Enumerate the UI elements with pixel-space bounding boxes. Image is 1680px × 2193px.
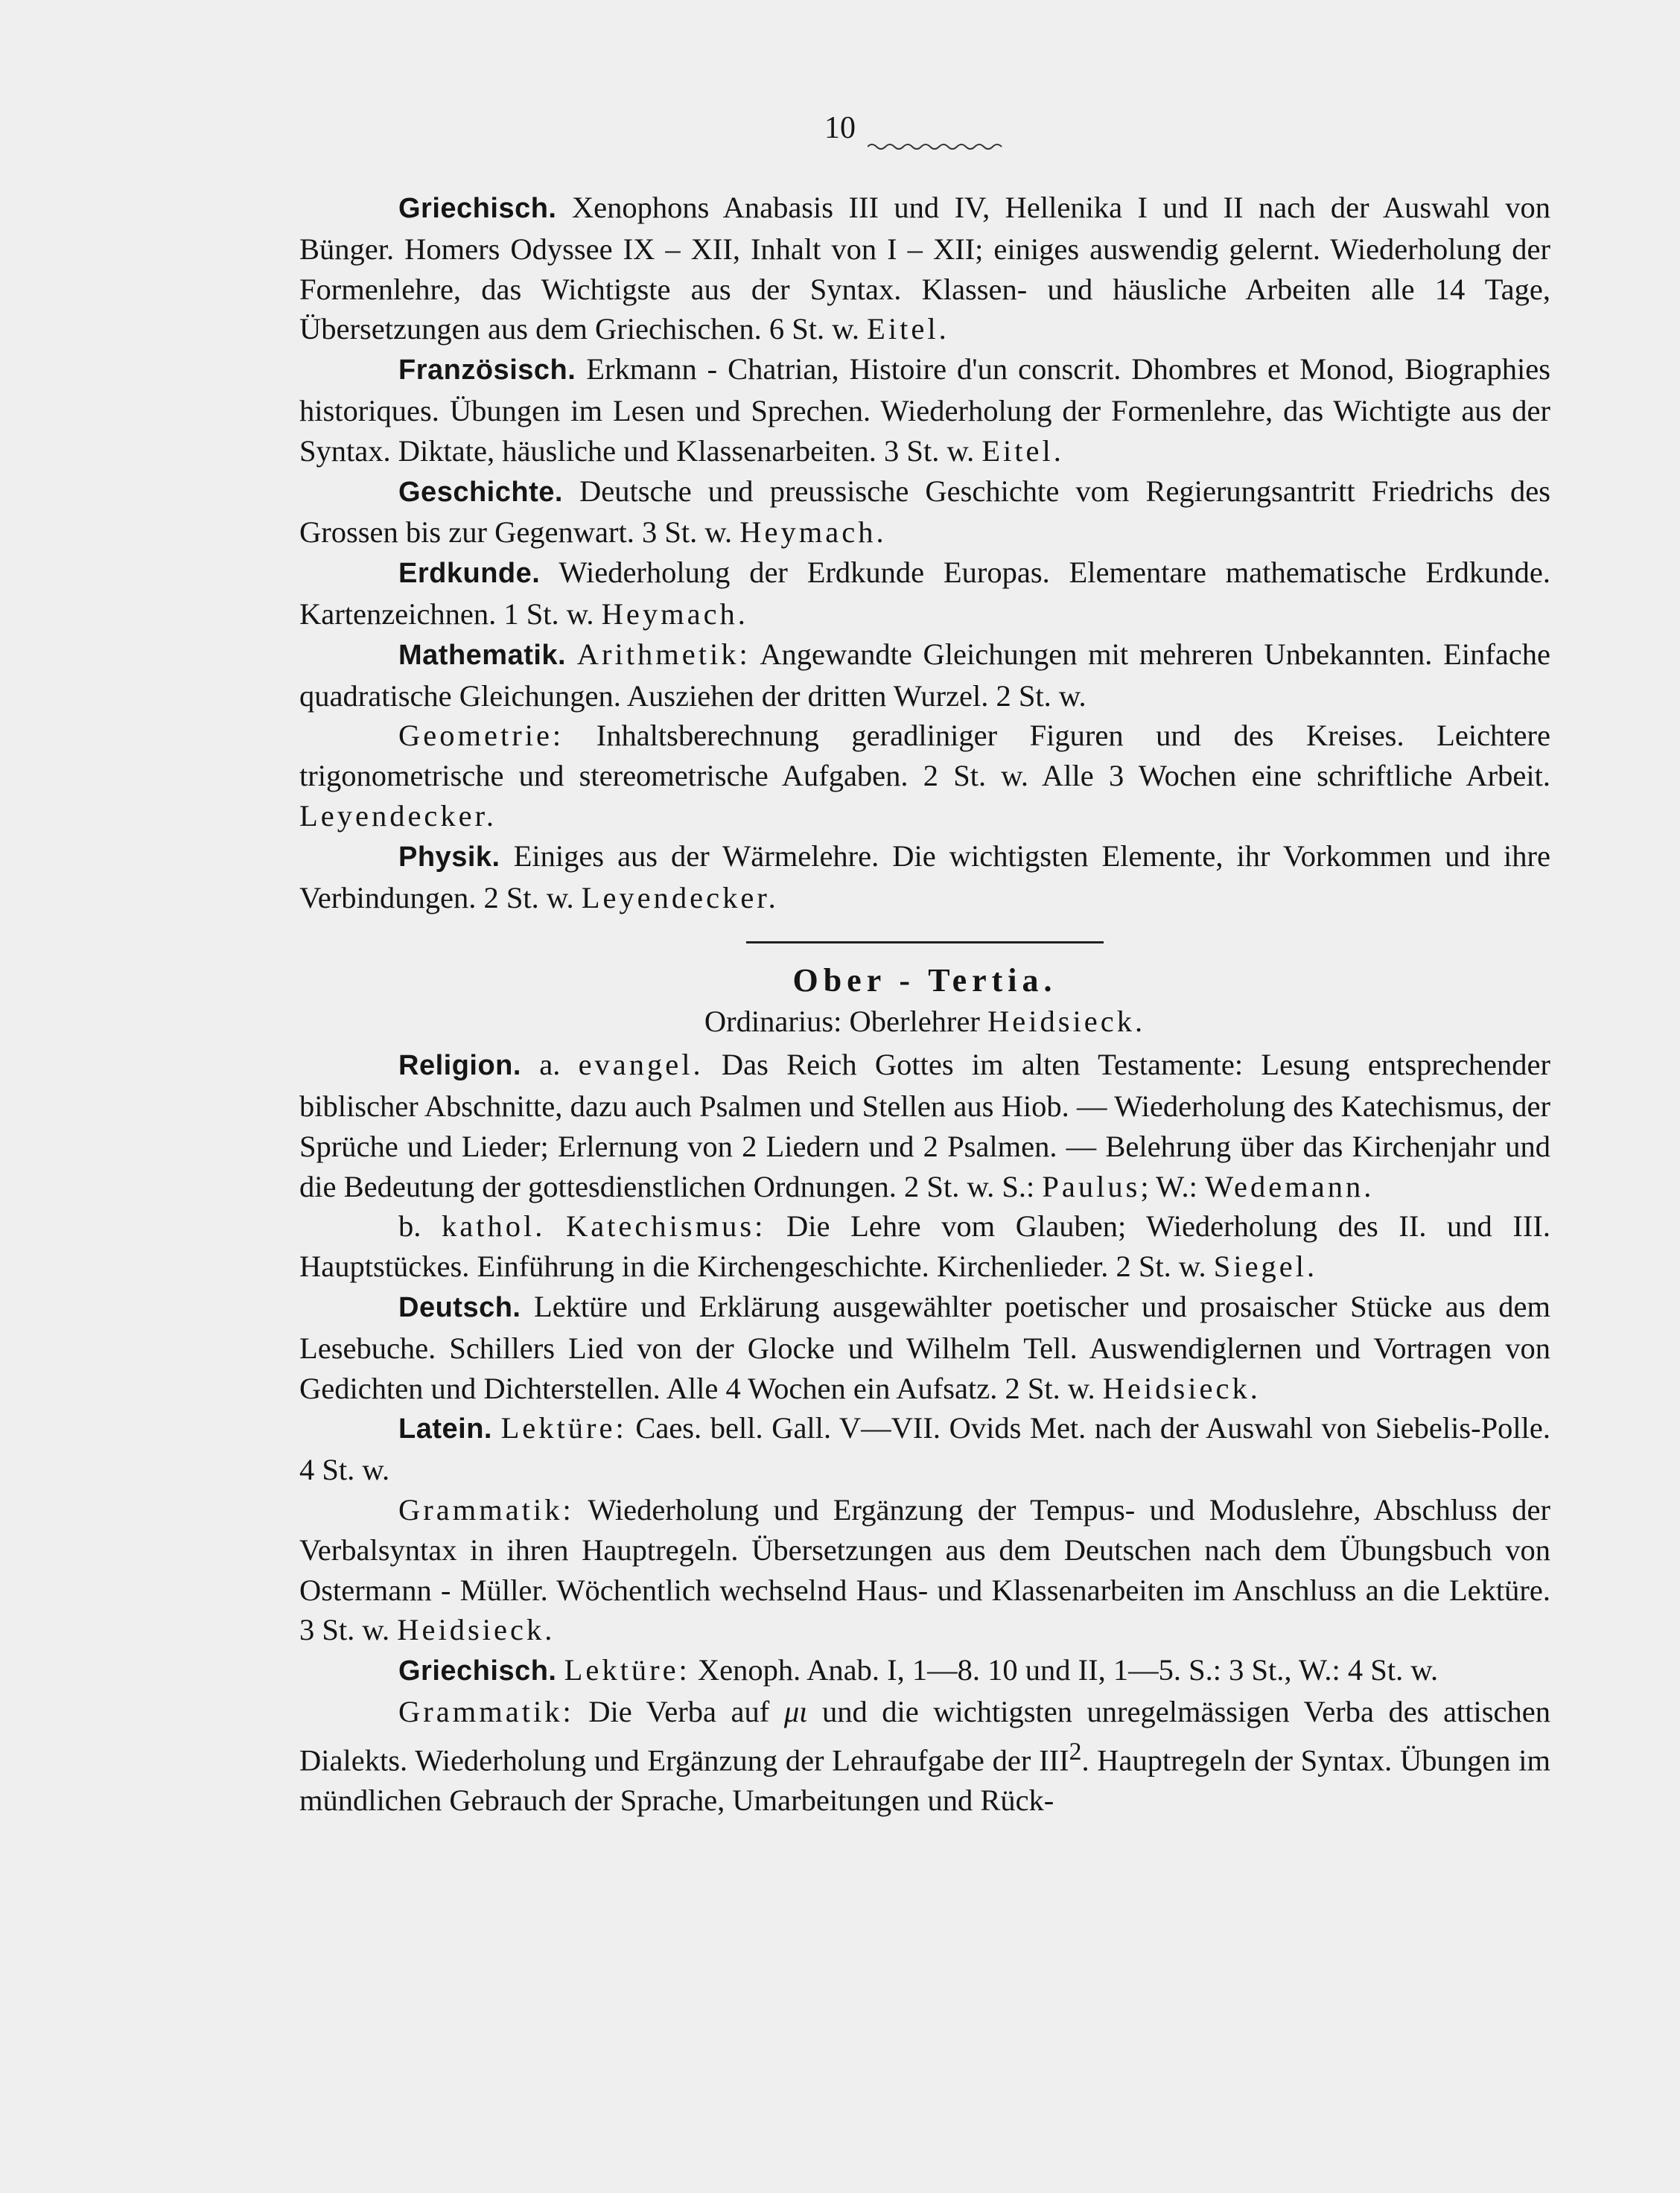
paragraph-mathematik <box>299 634 1550 716</box>
paragraph-deutsch <box>299 1287 1550 1408</box>
paragraph-geometrie <box>299 716 1550 835</box>
teacher-name: Wedemann. <box>1205 1169 1375 1203</box>
paragraph-text: Wiederholung der Erdkunde Europas. Elementare mathematische Erdkunde. Kartenzeichnen. 1 St. w. <box>299 556 1550 631</box>
teacher-name: Heidsieck. <box>397 1613 556 1647</box>
teacher-name: Siegel. <box>1213 1250 1318 1284</box>
section-title: Ober - Tertia. <box>792 962 1057 999</box>
ordinarius-name: Heidsieck. <box>987 1005 1146 1039</box>
paragraph-text: Deutsche und preussische Geschichte vom Regierungsantritt Friedrichs des Grossen bis zur Gegenwart. 3 St. w. <box>299 474 1550 550</box>
section-ordinarius <box>299 1002 1550 1042</box>
paragraph-text: Lektüre und Erklärung ausgewählter poetischer und prosaischer Stücke aus dem Lesebuche. Schillers Lied von der Glocke und Wilhelm Tell. Auswendiglernen und Vortragen von Gedichten und Dichterstellen. Alle 4 Wochen ein Aufsatz. 2 St. w. <box>299 1289 1550 1405</box>
subject-heading: Geschichte. <box>398 476 563 508</box>
topic-label: Katechismus: <box>565 1209 766 1244</box>
subject-heading: Französisch. <box>398 354 576 386</box>
topic-label: Lektüre: <box>564 1653 690 1687</box>
paragraph-text: Einiges aus der Wärmelehre. Die wichtigsten Elemente, ihr Vorkommen und ihre Verbindungen. 2 St. w. <box>299 838 1550 914</box>
paragraph-text: Angewandte Gleichungen mit mehreren Unbekannten. Einfache quadratische Gleichungen. Ausziehen der dritten Wurzel. 2 St. w. <box>299 637 1550 713</box>
teacher-name: Eitel. <box>867 312 949 346</box>
paragraph-text: Inhaltsberechnung geradliniger Figuren und des Kreises. Leichtere trigonometrische und stereometrische Aufgaben. 2 St. w. Alle 3 Wochen eine schriftliche Arbeit. <box>299 719 1550 793</box>
page-number: 10 <box>824 111 856 145</box>
section-divider <box>746 941 1104 943</box>
paragraph-erdkunde <box>299 553 1550 634</box>
subject-heading: Mathematik. <box>398 639 567 671</box>
paragraph-religion-evangel <box>299 1045 1550 1206</box>
superscript: 2 <box>1069 1737 1082 1766</box>
teacher-name: Heymach. <box>739 515 887 550</box>
topic-label: Grammatik: <box>398 1694 574 1728</box>
greek-mi: μι <box>783 1694 808 1728</box>
subject-heading: Religion. <box>398 1050 521 1082</box>
paragraph-text: . Hauptregeln der Syntax. Übungen im mündlichen Gebrauch der Sprache, Umarbeitungen und Rück- <box>299 1743 1551 1817</box>
paragraph-text: Wiederholung und Ergänzung der Tempus- und Moduslehre, Abschluss der Verbalsyntax in ihren Hauptregeln. Übersetzungen aus dem Deutschen nach dem Übungsbuch von Ostermann - Müller. Wöchentlich wechselnd Haus- und Klassenarbeiten im Anschluss an die Lektüre. 3 St. w. <box>299 1492 1550 1647</box>
paragraph-text: Erkmann - Chatrian, Histoire d'un conscrit. Dhombres et Monod, Biographies historiques. Übungen im Lesen und Sprechen. Wiederholung der Formenlehre, das Wichtigte aus der Syntax. Diktate, häusliche und Klassenarbeiten. 3 St. w. <box>299 352 1550 468</box>
paragraph-text: und die wichtigsten unregelmässigen Verba des attischen Dialekts. Wiederholung und Ergänzung der Lehraufgabe der III <box>299 1694 1551 1777</box>
teacher-name: Leyendecker. <box>581 880 779 914</box>
paragraph-franzoesisch <box>299 349 1550 471</box>
subject-heading: Latein. <box>398 1413 492 1445</box>
item-label: a. <box>539 1048 579 1082</box>
paragraph-text: Die Verba auf <box>573 1694 784 1728</box>
topic-label: Lektüre: <box>500 1411 627 1445</box>
confession-label: evangel. <box>578 1048 704 1082</box>
page-number-ornament <box>868 141 1005 152</box>
ordinarius-label: Ordinarius: Oberlehrer <box>704 1005 988 1039</box>
paragraph-physik <box>299 836 1550 918</box>
paragraph-text: Caes. bell. Gall. V—VII. Ovids Met. nach der Auswahl von Siebelis-Polle. 4 St. w. <box>299 1411 1551 1487</box>
teacher-name: Paulus <box>1042 1169 1141 1203</box>
subject-heading: Deutsch. <box>398 1291 521 1323</box>
topic-label: Arithmetik: <box>576 637 751 671</box>
paragraph-religion-kathol <box>299 1206 1550 1287</box>
item-label: b. <box>398 1209 442 1244</box>
paragraph-text: ; W.: <box>1140 1169 1206 1203</box>
paragraph-latein-grammatik <box>299 1490 1550 1650</box>
paragraph-text: Die Lehre vom Glauben; Wiederholung des II. und III. Hauptstückes. Einführung in die Kirchengeschichte. Kirchenlieder. 2 St. w. <box>299 1209 1550 1284</box>
paragraph-text: Das Reich Gottes im alten Testamente: Lesung entsprechender biblischer Abschnitte, dazu auch Psalmen und Stellen aus Hiob. — Wiederholung des Katechismus, der Sprüche und Lieder; Erlernung von 2 Liedern und 2 Psalmen. — Belehrung über das Kirchenjahr und die Bedeutung der gottesdienstlichen Ordnungen. 2 St. w. S.: <box>299 1048 1550 1203</box>
paragraph-griechisch-2 <box>299 1650 1550 1692</box>
subject-heading: Griechisch. <box>398 193 557 224</box>
paragraph-griechisch <box>299 188 1550 349</box>
teacher-name: Heymach. <box>601 596 748 631</box>
topic-label: Geometrie: <box>398 719 564 753</box>
teacher-name: Heidsieck. <box>1102 1371 1261 1405</box>
teacher-name: Leyendecker. <box>299 798 497 833</box>
paragraph-text: Xenophons Anabasis III und IV, Hellenika I und II nach der Auswahl von Bünger. Homers Odyssee IX – XII, Inhalt von I – XII; einiges auswendig gelernt. Wiederholung der Formenlehre, das Wichtigste aus der Syntax. Klassen- und häusliche Arbeiten alle 14 Tage, Übersetzungen aus dem Griechischen. 6 St. w. <box>299 191 1550 346</box>
paragraph-geschichte <box>299 471 1550 553</box>
document-body <box>299 188 1550 1821</box>
teacher-name: Eitel. <box>981 433 1064 468</box>
paragraph-text: Xenoph. Anab. I, 1—8. 10 und II, 1—5. S.: 3 St., W.: 4 St. w. <box>690 1653 1439 1687</box>
topic-label: Grammatik: <box>398 1492 574 1527</box>
subject-heading: Erdkunde. <box>398 558 541 590</box>
paragraph-griechisch-grammatik <box>299 1692 1550 1821</box>
confession-label: kathol. <box>441 1209 546 1244</box>
subject-heading: Griechisch. <box>398 1655 557 1687</box>
paragraph-latein <box>299 1408 1550 1490</box>
subject-heading: Physik. <box>398 841 500 873</box>
